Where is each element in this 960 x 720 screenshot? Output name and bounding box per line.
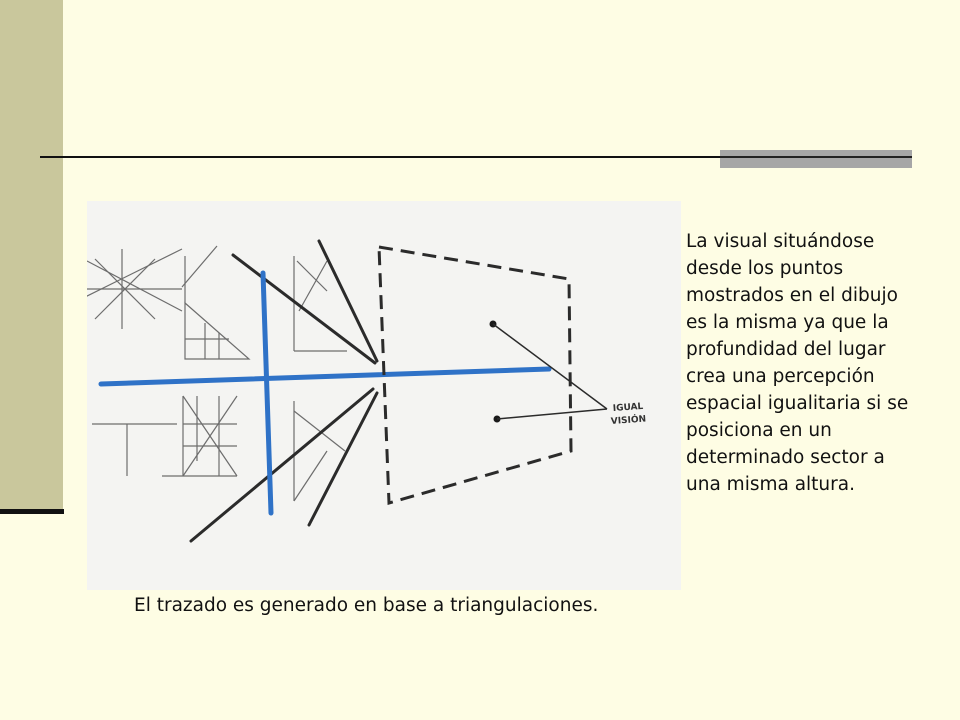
divider-accent-block	[720, 150, 912, 168]
title-divider-line	[40, 156, 720, 158]
caption-text: El trazado es generado en base a triangulaciones.	[134, 595, 599, 616]
annotation-line-1: IGUAL	[612, 401, 644, 414]
divider-accent-line	[720, 156, 912, 158]
description-text: La visual situándose desde los puntos mostrados en el dibujo es la misma ya que la profundidad del lugar crea una percepción espacial igualitaria si se posiciona en un determinado sector a una misma altura.	[686, 231, 909, 495]
side-accent-bar	[0, 0, 63, 510]
perspective-sketch-image	[87, 201, 681, 590]
annotation-line-2: VISIÓN	[610, 414, 647, 427]
side-accent-bar-foot	[0, 509, 64, 514]
